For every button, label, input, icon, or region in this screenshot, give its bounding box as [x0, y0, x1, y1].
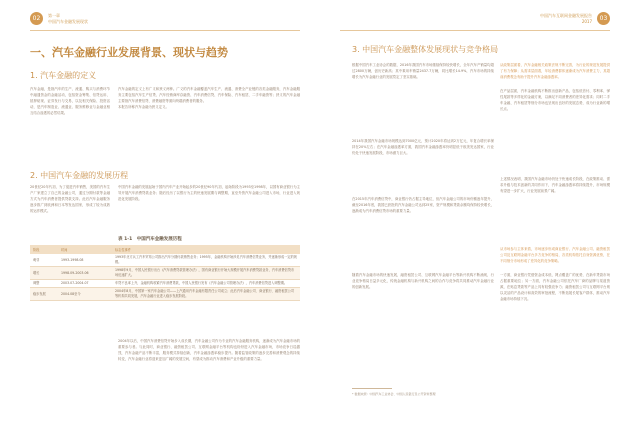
table-header-event: 标志性事件 — [112, 245, 300, 254]
status-paragraph-2: 2014年我国汽车金融市场规模达到7000亿元，预计2020年将达到2万亿元，年复合增长率保持在20%左右；在汽车金融渗透率方面，我国汽车金融渗透率仍明显低于欧美发达国家，行业仍处于快速发展阶段，市场潜力巨大。 — [352, 139, 494, 155]
running-header-year: 2017 — [581, 19, 592, 24]
footnote-divider — [352, 388, 392, 389]
history-paragraph-right: 中国汽车金融的发展起始于国内汽车产业开始起步的20世纪90年代初，起始阶段为1993至1998年，以国有商业银行为主导开展汽车消费贷款业务；随后经历了以银行为主的快速发展期与调整期，直至外资汽车金融公司进入市场，行业进入规范化发展阶段。 — [118, 185, 300, 201]
section-title-status: 3. 中国汽车金融整体发展现状与竞争格局 — [352, 45, 499, 54]
table-row — [30, 288, 300, 301]
table-header-stage: 阶段 — [30, 245, 58, 254]
table-cell-event: 1993年北方兵工汽车贸易公司推出汽车分期付款销售业务；1995年，金融机构开始涉足汽车消费信贷业务，并逐渐形成一定的规模。 — [112, 254, 300, 267]
highlight-paragraph-2: 从市场参与主体来看，市场逐步形成商业银行、汽车金融公司、融资租赁公司及互联网金融平台多方竞争的格局，各类机构依托自身资源优势，在不同细分市场形成了差异化的竞争策略。 — [500, 247, 610, 263]
table-row — [30, 280, 300, 288]
running-header-title: 中国汽车金融发展现状 — [48, 19, 88, 24]
table-row — [30, 254, 300, 267]
page-number-badge: 03 — [597, 12, 610, 25]
definition-paragraph-left: 汽车金融，是指汽车的生产、流通、购买与消费环节中融通资金的金融活动，包括资金筹集、信贷运用、抵押贴现、证券发行与交易，以及相关保险、投资活动，是汽车制造业、流通业、服务维修业与金融业相互结合渗透的必然结果。 — [30, 87, 110, 115]
status-paragraph-3: 在2015年汽车消费信贷中，商业银行仍占据主导地位，但汽车金融公司的市场份额逐年提升，截至2016年底，我国已获批的汽车金融公司达到25家，资产规模和贷款余额均保持较快增长，逐渐成为汽车消费信贷市场的重要力量。 — [352, 197, 494, 213]
running-header-report: 中国汽车互联网金融发展报告 — [540, 13, 592, 18]
header-divider — [340, 30, 610, 31]
history-table — [30, 245, 300, 301]
table-row — [30, 267, 300, 280]
footnote: * 数据来源：中国汽车工业协会、中国人民银行及公开资料整理 — [352, 392, 436, 396]
header-divider — [30, 30, 300, 31]
right-page — [320, 0, 640, 435]
table-cell-period: 2003.07-2004.07 — [58, 280, 112, 288]
definition-paragraph-right: 汽车金融的定义上有广义和狭义两种。广义的汽车金融覆盖汽车生产、流通、消费全产业链的各类金融服务，汽车金融服务主要包括汽车生产信贷、汽车经销商库存融资、汽车消费信贷、汽车保险、汽车租赁、二手车融资等；狭义的汽车金融主要指汽车消费信贷、消费融资等面向终端消费者的服务。 本报告所称汽车金融为狭义定义。 — [118, 87, 300, 109]
page-number-badge: 02 — [30, 12, 43, 25]
table-header-period: 时间 — [58, 245, 112, 254]
table-cell-period: 2004.08至今 — [58, 288, 112, 301]
table-cell-stage: 调整 — [30, 280, 58, 288]
table-cell-stage: 稳步发展 — [30, 288, 58, 301]
chapter-title: 一、汽车金融行业发展背景、现状与趋势 — [30, 46, 228, 59]
table-cell-stage: 萌芽 — [30, 254, 58, 267]
table-cell-event: 1998年9月，中国人民银行出台《汽车消费贷款管理办法》，国有商业银行开始大规模开展汽车消费贷款业务，汽车消费信贷市场迅速扩大。 — [112, 267, 300, 280]
table-cell-period: 1993-1998.08 — [58, 254, 112, 267]
table-cell-event: 2004年8月，中国第一家汽车金融公司——上汽通用汽车金融有限责任公司成立；此后汽车金融公司、商业银行、融资租赁公司等机构共同发展，汽车金融行业进入稳步发展阶段。 — [112, 288, 300, 301]
running-header-chapter: 第一章 — [48, 13, 60, 18]
status-paragraph-4: 随着汽车金融市场的快速发展，融资租赁公司、互联网汽车金融平台等新兴机构不断涌现，行业竞争格局日益多元化，传统金融机构与新兴机构之间的合作与竞争将共同推动汽车金融行业的创新发展。 — [352, 273, 494, 289]
table-cell-stage: 增长 — [30, 267, 58, 280]
history-paragraph-bottom: 2004年以后，中国汽车消费信贷开始步入成长期，汽车金融公司作为专业的汽车金融服务机构，逐渐成为汽车金融市场的重要参与者。与此同时，商业银行、融资租赁公司、互联网金融平台等机构也纷纷进入汽车金融市场，市场竞争日趋激烈，汽车金融产品不断丰富，服务模式持续创新，汽车金融渗透率稳步提升。随着监管政策的逐步完善和消费观念的持续转变，汽车金融行业将迎来更加广阔的发展空间，有望成为推动汽车消费和产业升级的重要力量。 — [118, 339, 300, 361]
status-paragraph-1: 根据中国汽车工业协会的数据，2016年我国汽车市场继续保持较快增长，全年汽车产销量均超过2800万辆，创历史新高；其中乘用车销量2437.7万辆，同比增长14.9%，汽车市场的持续增长为汽车金融行业的发展奠定了坚实基础。 — [352, 63, 494, 79]
history-paragraph-left: 20世纪20年代初，为了促进汽车销售，美国的汽车生产厂家建立了自己的金融公司，通过分期付款等金融方式为汽车消费者提供贷款支持。此后汽车金融服务逐步推广到欧洲和日本等发达国家，形成了较为成熟的运作模式。 — [30, 185, 110, 213]
status-paragraph-7: 一方面，商业银行凭借资金成本低、网点覆盖广的优势，在新车贷款市场占据重要地位；另一方面，汽车金融公司依托汽车厂商的品牌与渠道资源，在贴息贷款等产品上具有较强竞争力；融资租赁公司与互联网平台则以灵活的产品设计和高效的审批流程，不断拓展长尾客户群体，推动汽车金融市场持续下沉。 — [500, 273, 610, 301]
table-cell-period: 1998.09-2003.06 — [58, 267, 112, 280]
highlight-paragraph-1: 从政策层面看，汽车金融相关政策法规不断完善，为行业的规范发展提供了有力保障；从需求层面看，年轻消费群体逐渐成为汽车消费主力，其超前消费观念有助于提升汽车金融渗透率。 — [500, 63, 610, 79]
status-paragraph-6: 上述情况表明，我国汽车金融市场仍处于快速成长阶段，在政策推动、需求升级与技术创新的共同作用下，汽车金融渗透率将持续提升，市场规模有望进一步扩大，行业发展前景广阔。 — [500, 177, 610, 193]
section-title-definition: 1. 汽车金融的定义 — [30, 71, 97, 80]
table-cell-event: 车贷不良率上升，金融机构收紧汽车消费贷款，中国人民银行发布《汽车金融公司管理办法》，汽车消费信贷进入调整期。 — [112, 280, 300, 288]
status-paragraph-5: 在产品层面，汽车金融机构不断推出创新产品，包括低首付、零利率、弹性尾款等多样化的金融方案，以满足不同消费者的差异化需求；同时二手车金融、汽车租赁等细分市场也呈现出良好的发展态势，成为行业新的增长点。 — [500, 89, 610, 111]
section-title-history: 2. 中国汽车金融的发展历程 — [30, 171, 129, 180]
table-caption: 表 1-1 中国汽车金融发展历程 — [118, 237, 182, 242]
